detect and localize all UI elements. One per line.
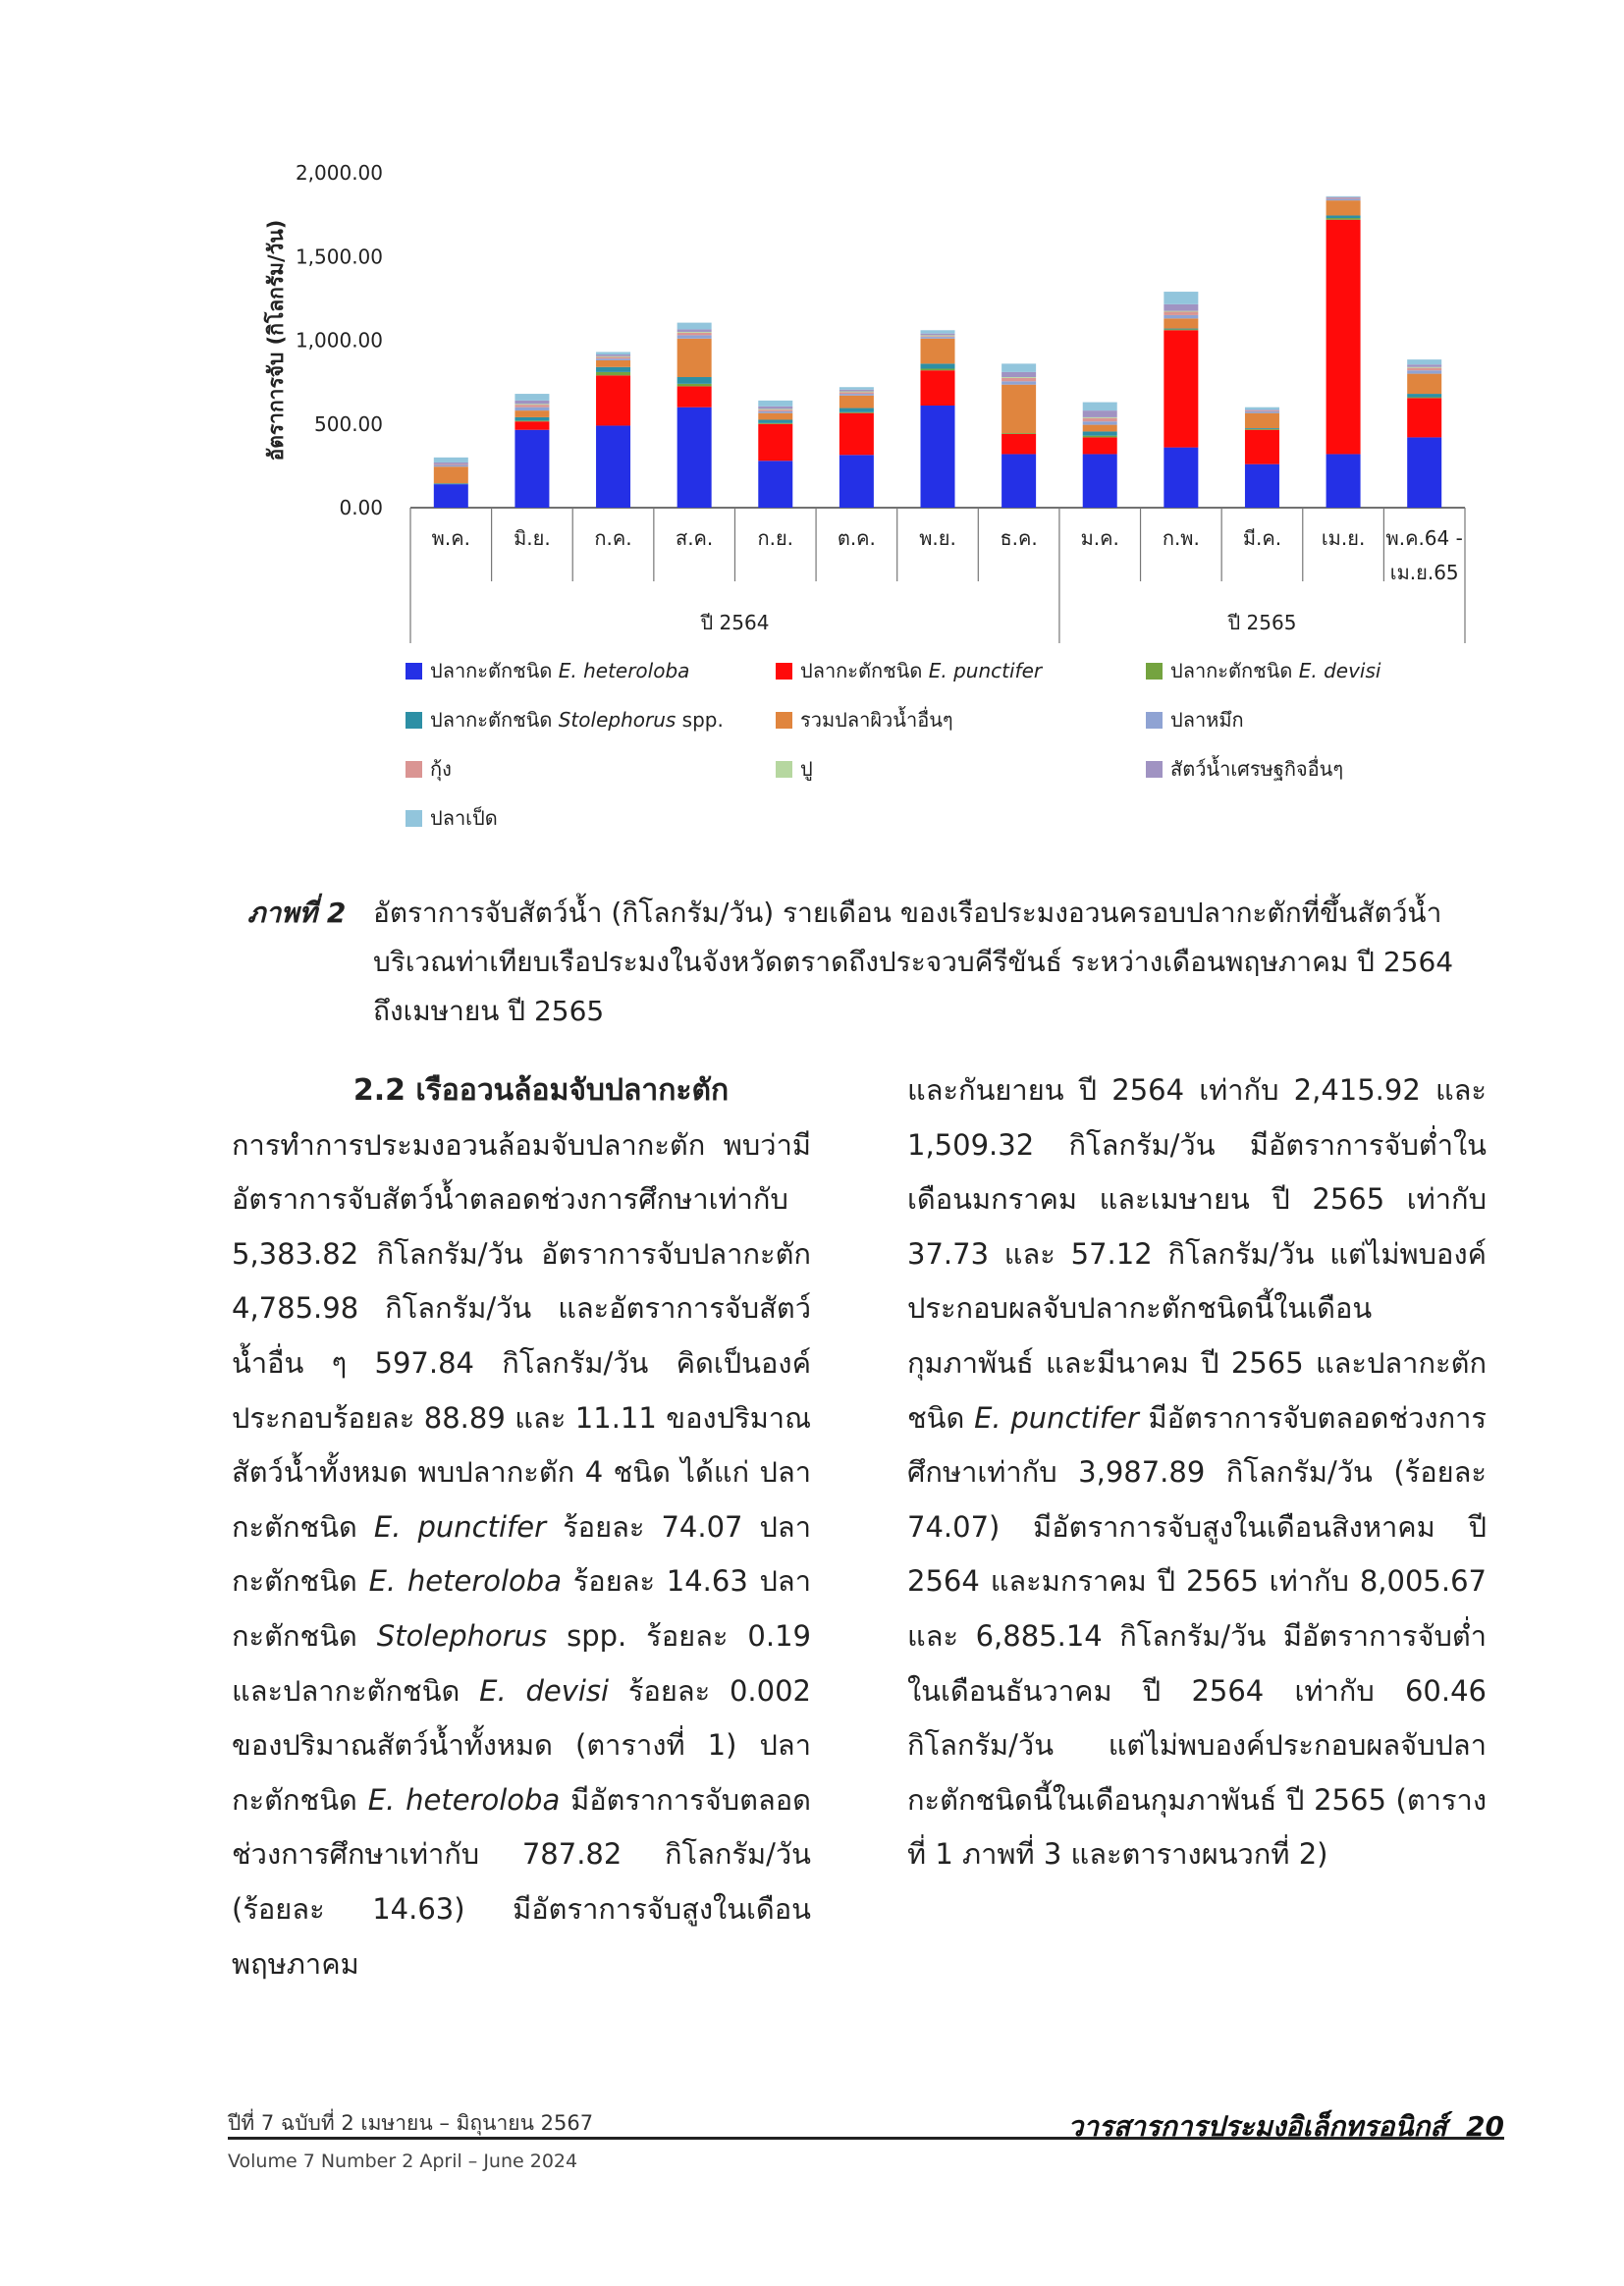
bar-segment	[1326, 196, 1361, 197]
text-run: และกันยายน ปี 2564 เท่ากับ 2,415.92 และ 1,509.32 กิโลกรัม/วัน มีอัตราการจับต่ำในเดือนมกราคม และเมษายน ปี 2565 เท่ากับ 37.73 และ 57.12 กิโลกรัม/วัน แต่ไม่พบองค์ประกอบผลจับปลากะตักชนิดนี้ในเดือนกุมภาพันธ์ และมีนาคม ปี 2565 และปลากะตักชนิด	[907, 1073, 1487, 1435]
bar-segment	[758, 411, 792, 413]
x-tick-label: ธ.ค.	[1000, 526, 1038, 550]
x-tick-label: มี.ค.	[1242, 526, 1282, 550]
bar-segment	[1083, 418, 1117, 421]
bar-segment	[1083, 431, 1117, 435]
footer-journal	[1068, 2105, 1505, 2149]
bar-segment	[596, 372, 630, 375]
bar-segment	[434, 464, 468, 465]
bar-segment	[921, 406, 955, 508]
bar-segment	[921, 335, 955, 336]
bar-segment	[1245, 413, 1279, 428]
x-tick-label: ก.ค.	[594, 526, 632, 550]
bar-segment	[1407, 368, 1441, 371]
text-run: มีอัตราการจับตลอดช่วงการศึกษาเท่ากับ 787.82 กิโลกรัม/วัน (ร้อยละ 14.63) มีอัตราการจับสูงในเดือนพฤษภาคม	[232, 1782, 811, 1981]
figure-label: ภาพที่ 2	[247, 897, 347, 929]
page-number: 20	[1466, 2110, 1504, 2143]
bar-segment	[677, 329, 712, 332]
bar-segment	[839, 392, 874, 394]
bar-segment	[677, 408, 712, 508]
bar-segment	[1407, 364, 1441, 367]
legend-label: สัตว์น้ำเศรษฐกิจอื่นๆ	[1170, 757, 1344, 781]
bar-segment	[921, 330, 955, 333]
bar-segment	[1245, 410, 1279, 411]
bar-segment	[1001, 378, 1036, 381]
bar-segment	[1164, 318, 1198, 328]
bar-segment	[1407, 374, 1441, 394]
x-tick-label: เม.ย.65	[1389, 561, 1459, 584]
bar-segment	[1245, 464, 1279, 508]
text-run: spp. ร้อยละ 0.19 และปลากะตักชนิด	[232, 1618, 811, 1708]
bar-segment	[921, 363, 955, 368]
bar-segment	[839, 390, 874, 392]
bar-segment	[1083, 403, 1117, 411]
bar-segment	[1001, 433, 1036, 434]
bar-segment	[1164, 329, 1198, 330]
bar-segment	[677, 332, 712, 333]
y-tick-label: 1,500.00	[295, 245, 383, 269]
legend-swatch	[1146, 663, 1163, 680]
bar-segment	[758, 413, 792, 420]
bar-segment	[921, 337, 955, 339]
bar-segment	[677, 333, 712, 336]
bar-segment	[1001, 454, 1036, 508]
legend-swatch	[406, 810, 422, 827]
bar-segment	[514, 430, 549, 508]
bar-segment	[839, 412, 874, 413]
bar-segment	[758, 401, 792, 407]
paragraph-left	[232, 1118, 811, 1992]
bar-segment	[514, 401, 549, 404]
bar-segment	[1164, 311, 1198, 312]
text-run: การทำการประมงอวนล้อมจับปลากะตัก พบว่ามีอัตราการจับสัตว์น้ำตลอดช่วงการศึกษาเท่ากับ 5,383.82 กิโลกรัม/วัน อัตราการจับปลากะตัก 4,785.98 กิโลกรัม/วัน และอัตราการจับสัตว์น้ำอื่น ๆ 597.84 กิโลกรัม/วัน คิดเป็นองค์ประกอบร้อยละ 88.89 และ 11.11 ของปริมาณสัตว์น้ำทั้งหมด พบปลากะตัก 4 ชนิด ได้แก่ ปลากะตักชนิด	[232, 1127, 811, 1544]
species-name: E. punctifer	[373, 1509, 547, 1544]
bar-segment	[514, 394, 549, 401]
bar-segment	[1326, 198, 1361, 200]
bar-segment	[514, 421, 549, 430]
bar-segment	[1245, 408, 1279, 410]
legend-label: กุ้ง	[430, 757, 452, 781]
bar-segment	[1326, 200, 1361, 215]
bar-segment	[596, 352, 630, 354]
bar-segment	[1407, 359, 1441, 364]
y-tick-label: 1,000.00	[295, 328, 383, 353]
bar-segment	[677, 377, 712, 384]
legend-swatch	[406, 712, 422, 729]
species-name: E. heteroloba	[368, 1564, 562, 1599]
bar-segment	[1326, 197, 1361, 198]
bar-segment	[1083, 437, 1117, 454]
x-tick-label: พ.ค.	[431, 526, 470, 550]
bar-segment	[434, 483, 468, 484]
bar-segment	[1326, 454, 1361, 508]
x-tick-label: พ.ย.	[919, 526, 956, 550]
bar-segment	[1326, 218, 1361, 220]
paragraph-right	[907, 1063, 1487, 1882]
bar-segment	[596, 354, 630, 356]
bar-segment	[839, 455, 874, 508]
footer-issue-th: ปีที่ 7 ฉบับที่ 2 เมษายน – มิถุนายน 2567	[228, 2111, 594, 2135]
bar-segment	[1164, 330, 1198, 447]
x-group-label: ปี 2565	[1227, 611, 1297, 634]
text-run: มีอัตราการจับตลอดช่วงการศึกษาเท่ากับ 3,987.89 กิโลกรัม/วัน (ร้อยละ 74.07) มีอัตราการจับสูงในเดือนสิงหาคม ปี 2564 และมกราคม ปี 2565 เท่ากับ 8,005.67 และ 6,885.14 กิโลกรัม/วัน มีอัตราการจับต่ำในเดือนธันวาคม ปี 2564 เท่ากับ 60.46 กิโลกรัม/วัน แต่ไม่พบองค์ประกอบผลจับปลากะตักชนิดนี้ในเดือนกุมภาพันธ์ ปี 2565 (ตารางที่ 1 ภาพที่ 3 และตารางผนวกที่ 2)	[907, 1400, 1488, 1872]
bar-segment	[758, 424, 792, 462]
legend-swatch	[406, 663, 422, 680]
bar-segment	[921, 334, 955, 336]
bar-segment	[596, 360, 630, 367]
bar-segment	[1001, 381, 1036, 384]
footer-issue-en: Volume 7 Number 2 April – June 2024	[228, 2150, 578, 2172]
x-tick-label: เม.ย.	[1321, 526, 1366, 550]
bar-segment	[1164, 304, 1198, 311]
bar-segment	[921, 370, 955, 406]
bar-segment	[1001, 372, 1036, 377]
legend-label: ปลากะตักชนิด Stolephorus spp.	[430, 708, 724, 732]
bar-segment	[1083, 425, 1117, 432]
bar-segment	[514, 405, 549, 408]
figure-caption-text: อัตราการจับสัตว์น้ำ (กิโลกรัม/วัน) รายเดือน ของเรือประมงอวนครอบปลากะตักที่ขึ้นสัตว์น้ำบริเวณท่าเทียบเรือประมงในจังหวัดตราดถึงประจวบคีรีขันธ์ ระหว่างเดือนพฤษภาคม ปี 2564 ถึงเมษายน ปี 2565	[373, 897, 1454, 1027]
legend-label: ปลากะตักชนิด E. punctifer	[800, 659, 1043, 682]
bar-segment	[514, 408, 549, 410]
section-title: 2.2 เรืออวนล้อมจับปลากะตัก	[352, 1073, 730, 1108]
legend-swatch	[1146, 712, 1163, 729]
bar-segment	[1164, 329, 1198, 330]
y-axis-label: อัตราการจับ (กิโลกรัม/วัน)	[264, 219, 288, 462]
y-tick-label: 0.00	[339, 496, 383, 519]
legend-swatch	[776, 761, 792, 778]
legend-swatch	[406, 761, 422, 778]
bar-segment	[1164, 315, 1198, 318]
bar-segment	[514, 404, 549, 405]
bar-segment	[1407, 367, 1441, 368]
x-tick-label: ส.ค.	[675, 526, 714, 550]
y-tick-label: 500.00	[314, 411, 383, 436]
bar-segment	[839, 396, 874, 408]
bar-segment	[596, 358, 630, 360]
bar-segment	[514, 417, 549, 420]
bar-segment	[1164, 448, 1198, 508]
legend-swatch	[776, 712, 792, 729]
bar-segment	[1001, 385, 1036, 433]
bar-segment	[596, 367, 630, 372]
legend-label: รวมปลาผิวน้ำอื่นๆ	[800, 708, 953, 732]
stacked-bar-chart	[0, 0, 1624, 864]
bar-segment	[839, 387, 874, 390]
bar-segment	[1083, 436, 1117, 438]
bar-segment	[839, 392, 874, 393]
bar-segment	[1164, 292, 1198, 304]
legend-swatch	[1146, 761, 1163, 778]
bar-segment	[758, 408, 792, 409]
x-tick-label: ก.ย.	[757, 526, 794, 550]
text-run: ร้อยละ 74.07 ปลากะตักชนิด	[232, 1509, 811, 1599]
bar-segment	[1407, 398, 1441, 437]
x-tick-label: มิ.ย.	[514, 526, 551, 550]
bar-segment	[596, 357, 630, 359]
bar-segment	[1326, 215, 1361, 218]
bar-segment	[514, 410, 549, 417]
bar-segment	[434, 463, 468, 464]
bar-segment	[677, 335, 712, 338]
bar-segment	[839, 394, 874, 396]
bar-segment	[677, 384, 712, 387]
x-group-label: ปี 2564	[700, 611, 770, 634]
bar-segment	[1407, 437, 1441, 508]
bar-segment	[1083, 421, 1117, 424]
bar-segment	[1083, 410, 1117, 417]
bar-segment	[839, 413, 874, 456]
bar-segment	[921, 336, 955, 337]
legend-label: ปลากะตักชนิด E. heteroloba	[430, 659, 690, 682]
bar-segment	[839, 408, 874, 412]
bar-segment	[434, 465, 468, 467]
bar-segment	[677, 386, 712, 407]
bar-segment	[758, 407, 792, 409]
bar-segment	[1245, 429, 1279, 430]
species-name: E. punctifer	[974, 1400, 1139, 1435]
bar-segment	[677, 323, 712, 330]
bar-segment	[434, 466, 468, 483]
bar-segment	[1083, 454, 1117, 508]
bar-segment	[758, 423, 792, 424]
text-run: ร้อยละ 14.63 ปลากะตักชนิด	[232, 1564, 811, 1653]
species-name: E. heteroloba	[367, 1782, 561, 1817]
species-name: Stolephorus	[376, 1618, 548, 1653]
bar-segment	[434, 484, 468, 508]
bar-segment	[514, 420, 549, 421]
bar-segment	[1001, 377, 1036, 378]
bar-segment	[1326, 220, 1361, 455]
journal-name: วารสารการประมงอิเล็กทรอนิกส์	[1067, 2110, 1447, 2143]
bar-segment	[1083, 417, 1117, 418]
bar-segment	[1245, 411, 1279, 413]
bar-segment	[596, 375, 630, 425]
legend-swatch	[776, 663, 792, 680]
bar-segment	[1407, 370, 1441, 373]
bar-segment	[1326, 198, 1361, 199]
bar-segment	[596, 425, 630, 508]
body-column-right	[907, 1063, 1487, 1882]
bar-segment	[758, 409, 792, 411]
legend-label: ปลาหมึก	[1170, 708, 1244, 732]
bar-segment	[1245, 409, 1279, 410]
bar-segment	[1164, 312, 1198, 315]
species-name: E. devisi	[479, 1673, 610, 1708]
bar-segment	[1001, 363, 1036, 372]
legend-label: ปลากะตักชนิด E. devisi	[1170, 659, 1381, 682]
legend-label: ปู	[800, 757, 813, 781]
bar-segment	[758, 419, 792, 422]
bar-segment	[921, 368, 955, 370]
body-column-left	[232, 1063, 811, 1991]
bar-segment	[1245, 428, 1279, 429]
bar-segment	[1001, 434, 1036, 454]
x-tick-label: ม.ค.	[1080, 526, 1119, 550]
bar-segment	[434, 458, 468, 463]
x-tick-label: ต.ค.	[837, 526, 876, 550]
bar-segment	[1407, 394, 1441, 397]
legend-label: ปลาเป็ด	[430, 806, 498, 830]
bar-segment	[758, 461, 792, 508]
bar-segment	[921, 339, 955, 364]
bar-segment	[596, 356, 630, 357]
y-tick-label: 2,000.00	[295, 161, 383, 185]
bar-segment	[677, 339, 712, 377]
bar-segment	[1245, 430, 1279, 464]
x-tick-label: พ.ค.64 -	[1385, 526, 1463, 550]
bar-segment	[1407, 397, 1441, 398]
x-tick-label: ก.พ.	[1162, 526, 1200, 550]
text-run: ร้อยละ 0.002 ของปริมาณสัตว์น้ำทั้งหมด (ตารางที่ 1) ปลากะตักชนิด	[232, 1673, 811, 1817]
